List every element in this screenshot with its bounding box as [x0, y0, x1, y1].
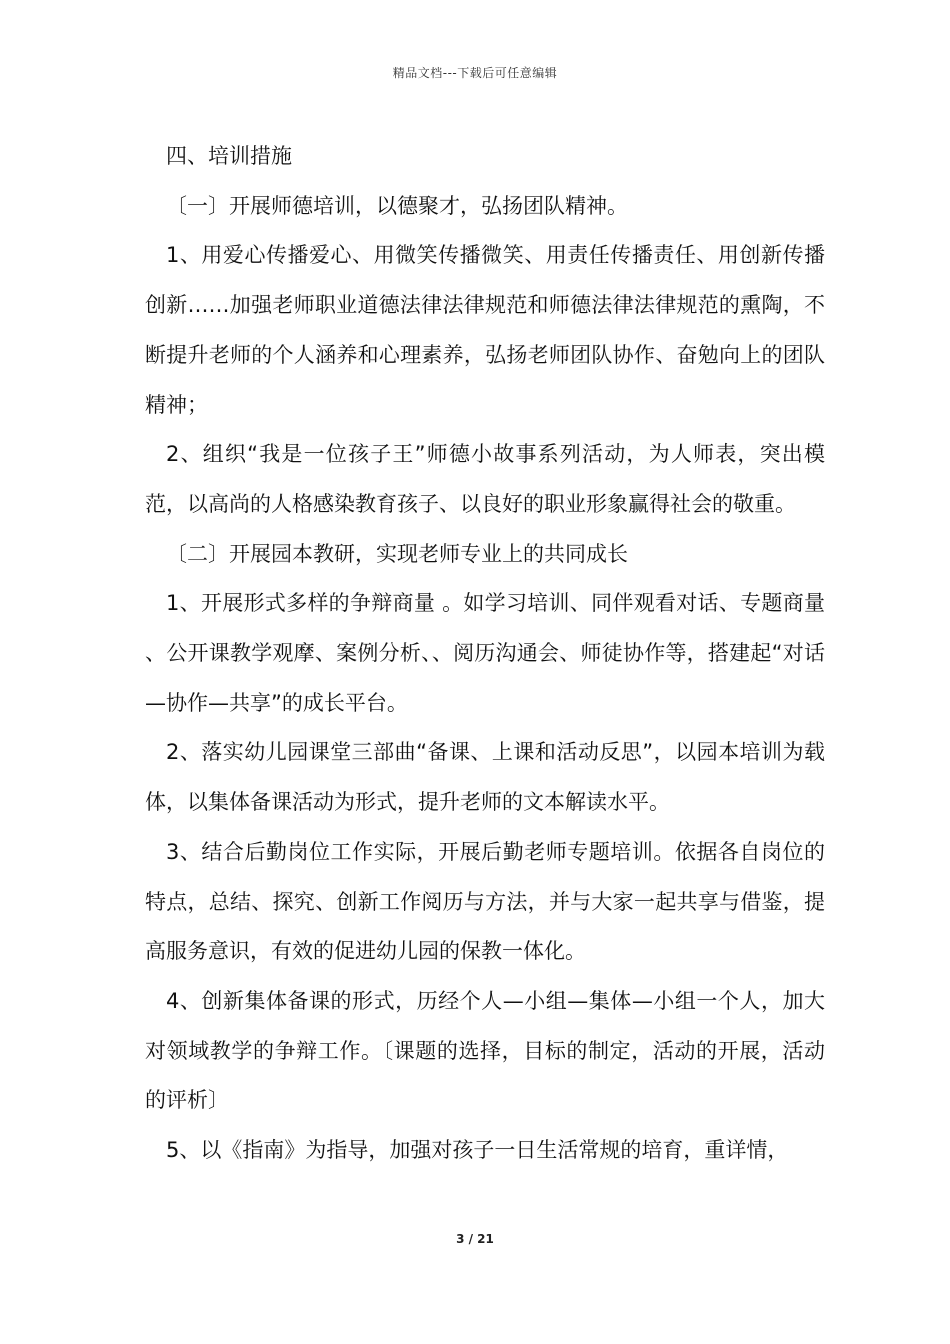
page-header: 精品文档---下载后可任意编辑: [392, 66, 558, 80]
subsection-heading: 〔一〕开展师德培训，以德聚才，弘扬团队精神。: [166, 193, 628, 218]
paragraph: 1、用爱心传播爱心、用微笑传播微笑、用责任传播责任、用创新传播创新……加强老师职业道德法律法律规范和师德法律法律规范的熏陶，不断提升老师的个人涵养和心理素养，弘扬老师团队协作、奋勉向上的团队精神；: [145, 243, 825, 417]
paragraph: 4、创新集体备课的形式，历经个人—小组—集体—小组一个人，加大对领域教学的争辩工作。〔课题的选择，目标的制定，活动的开展，活动的评析〕: [145, 988, 825, 1113]
subsection-heading: 〔二〕开展园本教研，实现老师专业上的共同成长: [166, 541, 628, 566]
document-body: [145, 132, 825, 1176]
paragraph: 2、落实幼儿园课堂三部曲“备课、上课和活动反思”，以园本培训为载体，以集体备课活动为形式，提升老师的文本解读水平。: [145, 740, 825, 815]
paragraph: 2、组织“我是一位孩子王”师德小故事系列活动，为人师表，突出模范，以高尚的人格感染教育孩子、以良好的职业形象赢得社会的敬重。: [145, 442, 825, 516]
section-heading: 四、培训措施: [166, 144, 292, 168]
paragraph: 3、结合后勤岗位工作实际，开展后勤老师专题培训。依据各自岗位的特点，总结、探究、创新工作阅历与方法，并与大家一起共享与借鉴，提高服务意识，有效的促进幼儿园的保教一体化。: [145, 839, 825, 964]
paragraph: 1、开展形式多样的争辩商量 。如学习培训、同伴观看对话、专题商量 、公开课教学观摩、案例分析、、阅历沟通会、师徒协作等，搭建起“对话—协作—共享”的成长平台。: [145, 591, 825, 715]
paragraph: 5、以《指南》为指导，加强对孩子一日生活常规的培育，重详情，: [166, 1138, 789, 1163]
page-number: 3 / 21: [456, 1232, 494, 1246]
